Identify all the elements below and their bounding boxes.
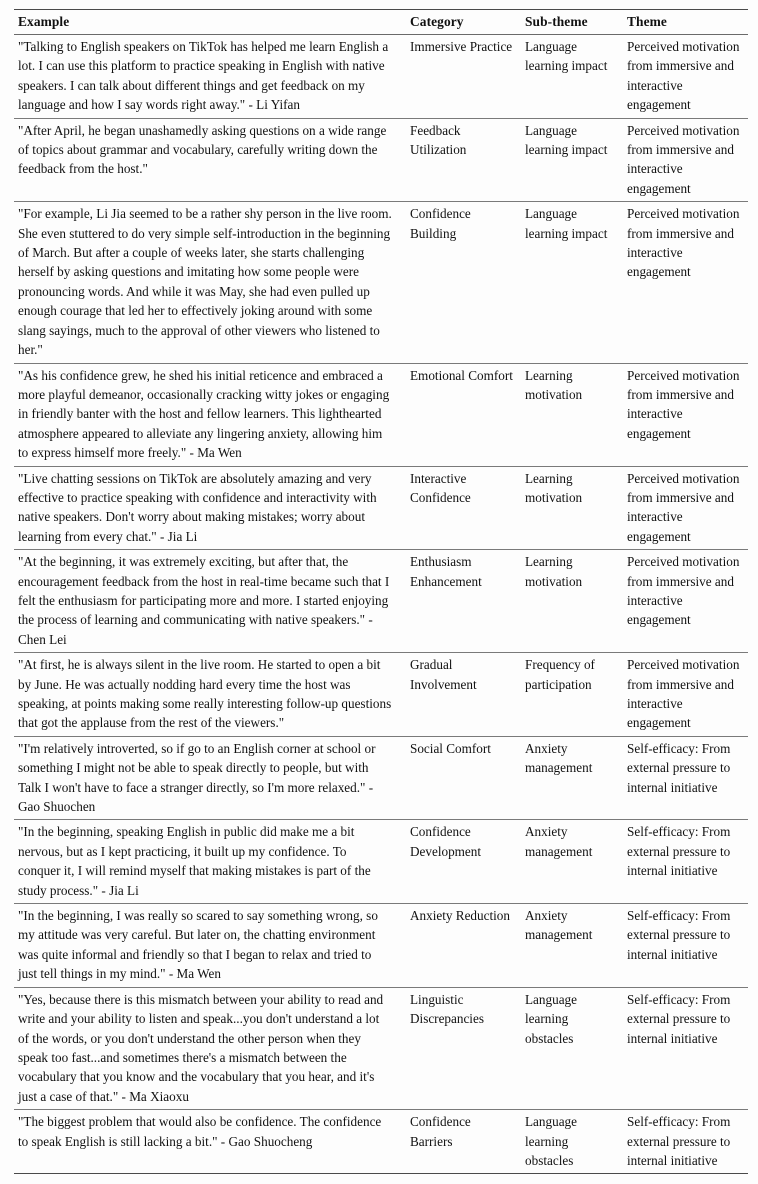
table-cell-subtheme: Language learning impact <box>521 118 623 202</box>
table-cell-example: "In the beginning, I was really so scared to say something wrong, so my attitude was very careful. But later on, the chatting environment was quite informal and friendly so that I began to relax and tried to just tell things in my mind." - Ma Wen <box>14 904 406 988</box>
table-cell-example: "The biggest problem that would also be confidence. The confidence to speak English is still lacking a bit." - Gao Shuocheng <box>14 1110 406 1174</box>
table-cell-category: Feedback Utilization <box>406 118 521 202</box>
table-row <box>14 363 748 466</box>
table-cell-subtheme: Language learning impact <box>521 35 623 119</box>
table-cell-example: "In the beginning, speaking English in public did make me a bit nervous, but as I kept practicing, it built up my confidence. To conquer it, I will remind myself that making mistakes is part of the study process." - Jia Li <box>14 820 406 904</box>
table-cell-theme: Perceived motivation from immersive and interactive engagement <box>623 118 748 202</box>
table-cell-theme: Self-efficacy: From external pressure to internal initiative <box>623 1110 748 1174</box>
table-header <box>14 10 748 35</box>
table-cell-category: Confidence Barriers <box>406 1110 521 1174</box>
column-header-category: Category <box>406 10 521 35</box>
column-header-theme: Theme <box>623 10 748 35</box>
table-cell-theme: Self-efficacy: From external pressure to internal initiative <box>623 987 748 1109</box>
table-cell-category: Anxiety Reduction <box>406 904 521 988</box>
table-row <box>14 820 748 904</box>
table-cell-theme: Self-efficacy: From external pressure to internal initiative <box>623 736 748 820</box>
table-cell-example: "Live chatting sessions on TikTok are absolutely amazing and very effective to practice speaking with confidence and interactivity with native speakers. Don't worry about making mistakes; worry about learning from every chat." - Jia Li <box>14 466 406 550</box>
column-header-example: Example <box>14 10 406 35</box>
table-cell-subtheme: Anxiety management <box>521 904 623 988</box>
table-row <box>14 653 748 737</box>
column-header-subtheme: Sub-theme <box>521 10 623 35</box>
table-cell-subtheme: Language learning obstacles <box>521 1110 623 1174</box>
table-cell-theme: Perceived motivation from immersive and interactive engagement <box>623 35 748 119</box>
table-cell-theme: Perceived motivation from immersive and interactive engagement <box>623 653 748 737</box>
table-cell-theme: Perceived motivation from immersive and interactive engagement <box>623 550 748 653</box>
table-cell-theme: Self-efficacy: From external pressure to internal initiative <box>623 820 748 904</box>
table-cell-theme: Perceived motivation from immersive and interactive engagement <box>623 363 748 466</box>
table-cell-example: "At the beginning, it was extremely exciting, but after that, the encouragement feedback from the host in real-time became such that I felt the enthusiasm for participating more and more. I started enjoying the process of learning and communicating with native speakers." - Chen Lei <box>14 550 406 653</box>
table-cell-category: Emotional Comfort <box>406 363 521 466</box>
table-cell-subtheme: Learning motivation <box>521 550 623 653</box>
qualitative-coding-table <box>14 9 748 1174</box>
table-row <box>14 35 748 119</box>
table-cell-category: Confidence Development <box>406 820 521 904</box>
table-row <box>14 550 748 653</box>
table-cell-category: Gradual Involvement <box>406 653 521 737</box>
table-cell-example: "After April, he began unashamedly asking questions on a wide range of topics about grammar and vocabulary, carefully writing down the feedback from the host." <box>14 118 406 202</box>
table-cell-subtheme: Anxiety management <box>521 736 623 820</box>
table-cell-category: Confidence Building <box>406 202 521 363</box>
table-cell-example: "At first, he is always silent in the live room. He started to open a bit by June. He was actually nodding hard every time the host was speaking, at points making some really interesting follow-up questions that got the applause from the rest of the viewers." <box>14 653 406 737</box>
table-header-row <box>14 10 748 35</box>
table-cell-category: Immersive Practice <box>406 35 521 119</box>
table-cell-subtheme: Frequency of participation <box>521 653 623 737</box>
table-row <box>14 118 748 202</box>
table-row <box>14 987 748 1109</box>
table-cell-example: "As his confidence grew, he shed his initial reticence and embraced a more playful demeanor, occasionally cracking witty jokes or engaging in friendly banter with the host and fellow learners. This lighthearted atmosphere appeared to alleviate any lingering anxiety, allowing him to express himself more freely." - Ma Wen <box>14 363 406 466</box>
table-cell-category: Social Comfort <box>406 736 521 820</box>
table-row <box>14 1110 748 1174</box>
table-cell-theme: Perceived motivation from immersive and interactive engagement <box>623 202 748 363</box>
table-cell-category: Interactive Confidence <box>406 466 521 550</box>
table-cell-example: "For example, Li Jia seemed to be a rather shy person in the live room. She even stuttered to do very simple self-introduction in the beginning of March. But after a couple of weeks later, she starts challenging herself by asking questions and imitating how some people were pronouncing words. And while it was May, she had even pulled up enough courage that led her to effectively joking around with some slang sayings, much to the approval of other viewers who listened to her." <box>14 202 406 363</box>
table-row <box>14 466 748 550</box>
table-cell-subtheme: Language learning impact <box>521 202 623 363</box>
table-cell-example: "I'm relatively introverted, so if go to an English corner at school or something I might not be able to speak directly to people, but with Talk I won't have to face a stranger directly, so I'm more relaxed." - Gao Shuochen <box>14 736 406 820</box>
table-cell-example: "Yes, because there is this mismatch between your ability to read and write and your ability to listen and speak...you don't understand a lot of the words, or you don't understand the other person when they speak too fast...and sometimes there's a mismatch between the vocabulary that you know and the vocabulary that you hear, and it's just a case of that." - Ma Xiaoxu <box>14 987 406 1109</box>
table-cell-subtheme: Learning motivation <box>521 466 623 550</box>
table-cell-category: Linguistic Discrepancies <box>406 987 521 1109</box>
table-row <box>14 202 748 363</box>
table-row <box>14 904 748 988</box>
table-cell-theme: Perceived motivation from immersive and interactive engagement <box>623 466 748 550</box>
table-cell-subtheme: Anxiety management <box>521 820 623 904</box>
table-cell-example: "Talking to English speakers on TikTok has helped me learn English a lot. I can use this platform to practice speaking in English with native speakers. I can talk about different things and get feedback on my language and how I say words right away." - Li Yifan <box>14 35 406 119</box>
table-cell-category: Enthusiasm Enhancement <box>406 550 521 653</box>
table-cell-subtheme: Language learning obstacles <box>521 987 623 1109</box>
table-row <box>14 736 748 820</box>
table-cell-subtheme: Learning motivation <box>521 363 623 466</box>
table-body <box>14 35 748 1174</box>
table-cell-theme: Self-efficacy: From external pressure to internal initiative <box>623 904 748 988</box>
